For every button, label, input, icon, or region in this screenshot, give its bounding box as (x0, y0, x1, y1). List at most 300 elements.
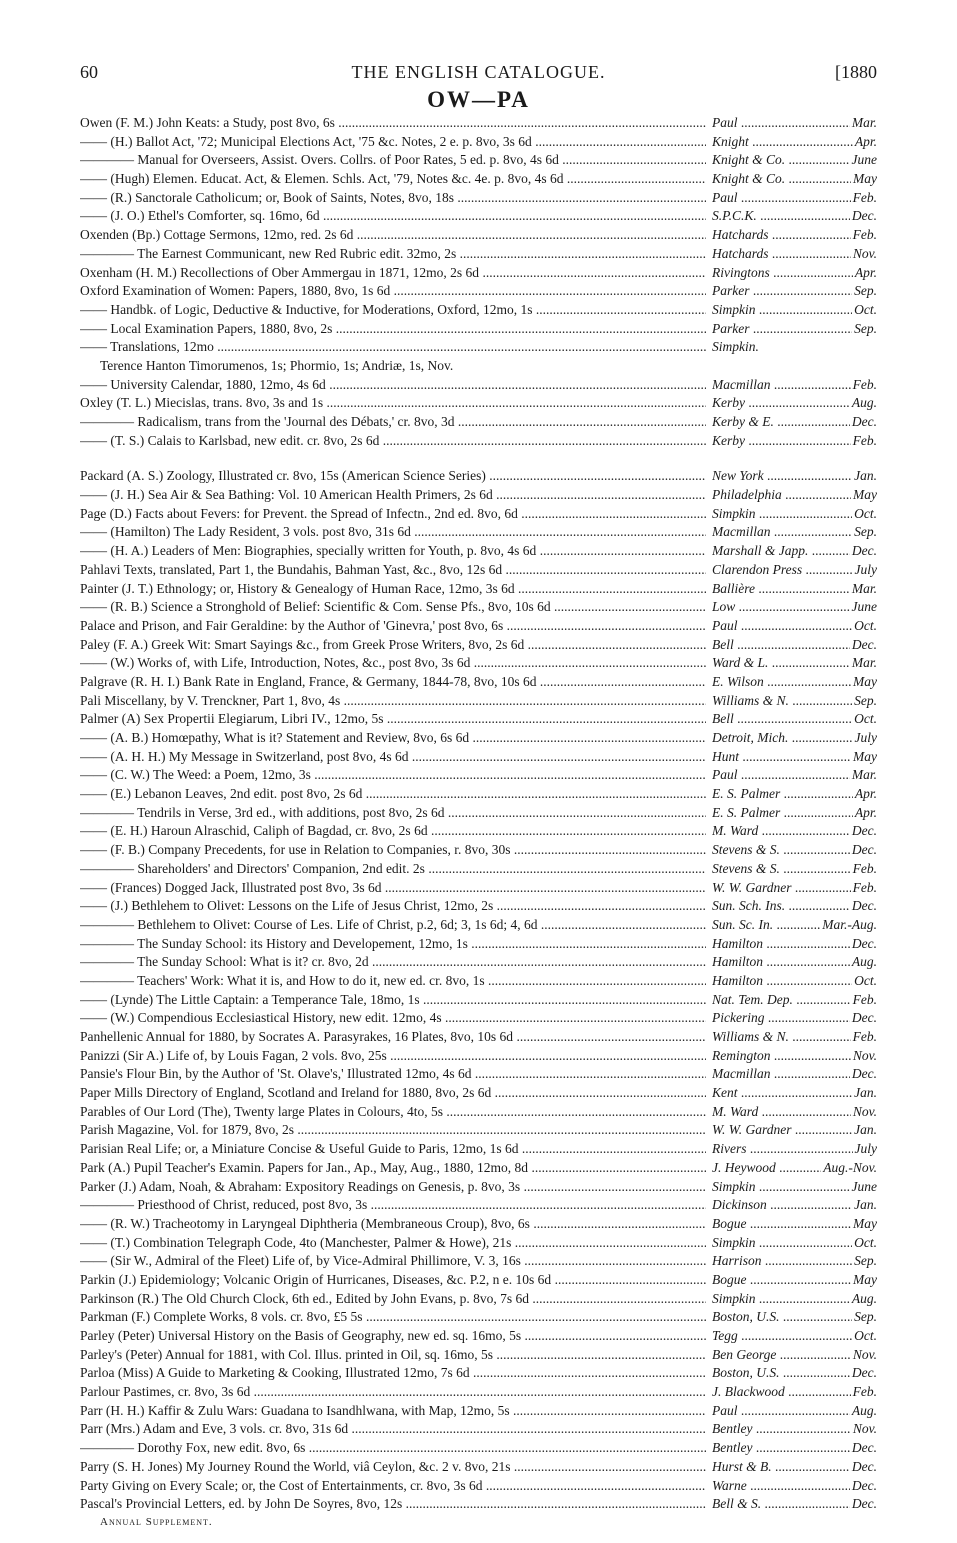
entry-title: —— (Sir W., Admiral of the Fleet) Life of, by Vice-Admiral Phillimore, V. 3, 16s ..... (80, 1252, 706, 1271)
entry-month: July (853, 1140, 878, 1159)
entry-month: Oct. (852, 617, 877, 636)
entry-title: ———— Radicalism, trans from the 'Journal des Débats,' cr. 8vo, 3d ..... (80, 413, 706, 432)
entry-publisher: Paul ..... (712, 115, 877, 130)
entry-publisher-block (712, 785, 877, 804)
catalogue-entry (80, 338, 877, 357)
entry-month: Aug. (850, 1402, 877, 1421)
entry-publisher-block (712, 1028, 877, 1047)
entry-month: Feb. (851, 376, 877, 395)
entry-publisher: J. Heywood ..... (712, 1160, 877, 1175)
entry-publisher-block (712, 748, 877, 767)
entry-publisher: Hamilton ..... (712, 936, 877, 951)
entry-month: Aug. (850, 953, 877, 972)
catalogue-entry (80, 1178, 877, 1197)
entry-title: —— University Calendar, 1880, 12mo, 4s 6d ..... (80, 376, 706, 395)
entry-title: —— (Hugh) Elemen. Educat. Act, & Elemen. Schls. Act, '79, Notes &c. 4e. p. 8vo, 4s 6d ..... (80, 170, 706, 189)
entry-title: —— (J. H.) Sea Air & Sea Bathing: Vol. 10 American Health Primers, 2s 6d ..... (80, 486, 706, 505)
entry-title: Owen (F. M.) John Keats: a Study, post 8vo, 6s ..... (80, 114, 706, 133)
entry-publisher-block (712, 1159, 877, 1178)
entry-publisher: Bogue ..... (712, 1216, 877, 1231)
entry-publisher-block (712, 953, 877, 972)
entry-title: ———— Manual for Overseers, Assist. Overs. Collrs. of Poor Rates, 5 ed. p. 8vo, 4s 6d ..... (80, 151, 706, 170)
entry-publisher-block (712, 1420, 877, 1439)
entry-month: Oct. (852, 1234, 877, 1253)
entry-month: Apr. (853, 264, 877, 283)
entry-publisher-block (712, 617, 877, 636)
catalogue-entry (80, 897, 877, 916)
catalogue-entry (80, 561, 877, 580)
entry-month: May (851, 486, 877, 505)
entry-title: Parkin (J.) Epidemiology; Volcanic Origin of Hurricanes, Diseases, &c. P.2, n e. 10s 6d ..... (80, 1271, 706, 1290)
entry-publisher-block (712, 1308, 877, 1327)
entry-publisher: S.P.C.K. ..... (712, 208, 877, 223)
page-header (80, 60, 877, 86)
entry-publisher-block (712, 264, 877, 283)
entry-publisher: Harrison ..... (712, 1253, 877, 1268)
catalogue-entry (80, 822, 877, 841)
entry-publisher: Paul ..... (712, 190, 877, 205)
catalogue-entry (80, 1047, 877, 1066)
entry-month: Jan. (852, 1084, 877, 1103)
entry-title: Oxenden (Bp.) Cottage Sermons, 12mo, red. 2s 6d ..... (80, 226, 706, 245)
entry-title: Page (D.) Facts about Fevers: for Prevent. the Spread of Infectn., 2nd ed. 8vo, 6d ..... (80, 505, 706, 524)
entry-month: Dec. (850, 1009, 877, 1028)
entry-publisher: M. Ward ..... (712, 1104, 877, 1119)
entry-month: Dec. (850, 1495, 877, 1514)
catalogue-entry (80, 972, 877, 991)
entry-title: —— (A. B.) Homœpathy, What is it? Statement and Review, 8vo, 6s 6d ..... (80, 729, 706, 748)
catalogue-entry (80, 432, 877, 451)
entry-publisher: Boston, U.S. ..... (712, 1309, 877, 1324)
entry-month: Dec. (850, 1065, 877, 1084)
catalogue-entry (80, 1103, 877, 1122)
entry-publisher: Kerby ..... (712, 433, 877, 448)
entry-publisher-block (712, 561, 877, 580)
entry-publisher: Clarendon Press ..... (712, 562, 877, 577)
catalogue-entry (80, 785, 877, 804)
entry-publisher: Kent ..... (712, 1085, 877, 1100)
entry-publisher-block (712, 170, 877, 189)
entry-publisher-block (712, 133, 877, 152)
entry-month: Sep. (852, 282, 877, 301)
entry-month: Feb. (851, 1383, 877, 1402)
catalogue-entry (80, 1252, 877, 1271)
catalogue-entry (80, 413, 877, 432)
entry-title: Palgrave (R. H. I.) Bank Rate in England, France, & Germany, 1844-78, 8vo, 10s 6d ..... (80, 673, 706, 692)
entry-title: —— (R. W.) Tracheotomy in Laryngeal Diphtheria (Membraneous Croup), 8vo, 6s ..... (80, 1215, 706, 1234)
entry-title: —— (R. B.) Science a Stronghold of Belief: Scientific & Com. Sense Pfs., 8vo, 10s 6d ..... (80, 598, 706, 617)
entry-title: ———— Priesthood of Christ, reduced, post 8vo, 3s ..... (80, 1196, 706, 1215)
entry-month: Dec. (850, 1364, 877, 1383)
entry-month: Feb. (851, 432, 877, 451)
entry-publisher-block (712, 245, 877, 264)
entry-publisher: Hunt ..... (712, 749, 877, 764)
entry-publisher-block (712, 542, 877, 561)
entry-publisher-block (712, 1439, 877, 1458)
entry-publisher: J. Blackwood ..... (712, 1384, 877, 1399)
entry-month: Dec. (850, 935, 877, 954)
catalogue-entry (80, 1290, 877, 1309)
entry-publisher: Bentley ..... (712, 1440, 877, 1455)
year-marker: [1880 (835, 62, 877, 82)
entry-month: Sep. (852, 1252, 877, 1271)
entry-title: Oxenham (H. M.) Recollections of Ober Ammergau in 1871, 12mo, 2s 6d ..... (80, 264, 706, 283)
entry-publisher: Simpkin. (712, 339, 759, 355)
entry-publisher-block (712, 580, 877, 599)
entry-month: Mar. (850, 654, 877, 673)
entry-publisher: W. W. Gardner ..... (712, 880, 877, 895)
entry-publisher-block (712, 320, 877, 339)
catalogue-entry (80, 1159, 877, 1178)
entry-month: June (850, 1178, 877, 1197)
entry-title: —— Handbk. of Logic, Deductive & Inductive, for Moderations, Oxford, 12mo, 1s ..... (80, 301, 706, 320)
entry-publisher-block (712, 1495, 877, 1514)
entry-title: ———— The Earnest Communicant, new Red Rubric edit. 32mo, 2s ..... (80, 245, 706, 264)
section-heading: OW—PA (427, 87, 530, 112)
entry-publisher-block (712, 282, 877, 301)
entry-publisher: Simpkin ..... (712, 506, 877, 521)
entry-publisher: Paul ..... (712, 767, 877, 782)
entry-publisher: Knight & Co. ..... (712, 152, 877, 167)
entry-publisher-block (712, 486, 877, 505)
entry-publisher-block (712, 1346, 877, 1365)
entry-publisher-block (712, 1215, 877, 1234)
entry-publisher-block (712, 692, 877, 711)
entry-title: ———— The Sunday School: its History and Developement, 12mo, 1s ..... (80, 935, 706, 954)
entry-month: Feb. (851, 1028, 877, 1047)
catalogue-entry (80, 692, 877, 711)
catalogue-entry (80, 841, 877, 860)
entry-title: Parisian Real Life; or, a Miniature Concise & Useful Guide to Paris, 12mo, 1s 6d ..... (80, 1140, 706, 1159)
entry-publisher: Hamilton ..... (712, 954, 877, 969)
entry-title: ———— Shareholders' and Directors' Companion, 2nd edit. 2s ..... (80, 860, 706, 879)
entry-publisher: Nat. Tem. Dep. ..... (712, 992, 877, 1007)
entry-publisher-block (712, 114, 877, 133)
catalogue-entry (80, 114, 877, 133)
entry-publisher-block (712, 1383, 877, 1402)
entry-publisher-block (712, 1121, 877, 1140)
catalogue-entry (80, 207, 877, 226)
entry-publisher-block (712, 766, 877, 785)
catalogue-entry (80, 1308, 877, 1327)
entry-publisher-block (712, 207, 877, 226)
entry-month: Dec. (850, 1439, 877, 1458)
entry-publisher: Rivers ..... (712, 1141, 877, 1156)
entry-publisher: Dickinson ..... (712, 1197, 877, 1212)
entry-publisher: Macmillan ..... (712, 377, 877, 392)
entry-publisher-block (712, 1084, 877, 1103)
catalogue-entry (80, 1383, 877, 1402)
catalogue-entry (80, 394, 877, 413)
catalogue-entry (80, 376, 877, 395)
entry-title: —— (E. H.) Haroun Alraschid, Caliph of Bagdad, cr. 8vo, 2s 6d ..... (80, 822, 706, 841)
entry-month: Nov. (851, 1420, 877, 1439)
entry-publisher: E. Wilson ..... (712, 674, 877, 689)
entry-publisher-block (712, 1196, 877, 1215)
entry-publisher-block (712, 189, 877, 208)
entry-month: May (851, 748, 877, 767)
entry-month: Oct. (852, 1327, 877, 1346)
entry-title: Paper Mills Directory of England, Scotland and Ireland for 1880, 8vo, 2s 6d ..... (80, 1084, 706, 1103)
entry-publisher-block (712, 1290, 877, 1309)
entry-title: ———— Bethlehem to Olivet: Course of Les. Life of Christ, p.2, 6d; 3, 1s 6d; 4, 6d ..... (80, 916, 706, 935)
entry-month: Apr. (853, 133, 877, 152)
entry-publisher: Pickering ..... (712, 1010, 877, 1025)
entry-title: —— (E.) Lebanon Leaves, 2nd edit. post 8vo, 2s 6d ..... (80, 785, 706, 804)
entry-title: Parloa (Miss) A Guide to Marketing & Cooking, Illustrated 12mo, 7s 6d ..... (80, 1364, 706, 1383)
entry-publisher: Hatchards ..... (712, 227, 877, 242)
entry-title: Pahlavi Texts, translated, Part 1, the Bundahis, Bahman Yast, &c., 8vo, 12s 6d ..... (80, 561, 706, 580)
entry-publisher-block (712, 1252, 877, 1271)
catalogue-entry (80, 1327, 877, 1346)
entry-title: Terence Hanton Timorumenos, 1s; Phormio, 1s; Andriæ, 1s, Nov. (100, 357, 454, 373)
entry-publisher-block (712, 673, 877, 692)
entry-month: Dec. (850, 822, 877, 841)
entry-publisher: Paul ..... (712, 618, 877, 633)
entry-publisher: M. Ward ..... (712, 823, 877, 838)
entry-title: —— (C. W.) The Weed: a Poem, 12mo, 3s ..... (80, 766, 706, 785)
entry-title: Parlour Pastimes, cr. 8vo, 3s 6d ..... (80, 1383, 706, 1402)
catalogue-entry (80, 151, 877, 170)
entry-publisher-block (712, 1234, 877, 1253)
entry-publisher: Bell ..... (712, 711, 877, 726)
entry-title: Paley (F. A.) Greek Wit: Smart Sayings &c., from Greek Prose Writers, 8vo, 2s 6d ..... (80, 636, 706, 655)
entry-publisher: Hurst & B. ..... (712, 1459, 877, 1474)
entry-publisher-block (712, 1178, 877, 1197)
entry-month: June (850, 598, 877, 617)
entry-title: Parkman (F.) Complete Works, 8 vols. cr. 8vo, £5 5s ..... (80, 1308, 706, 1327)
catalogue-entry (80, 1028, 877, 1047)
entry-title: Pali Miscellany, by V. Trenckner, Part 1, 8vo, 4s ..... (80, 692, 706, 711)
entry-title: —— (Frances) Dogged Jack, Illustrated post 8vo, 3s 6d ..... (80, 879, 706, 898)
entry-title: —— (J. O.) Ethel's Comforter, sq. 16mo, 6d ..... (80, 207, 706, 226)
catalogue-entry (80, 133, 877, 152)
entry-month: Feb. (851, 879, 877, 898)
entry-month: Dec. (850, 1458, 877, 1477)
entry-month: Feb. (851, 189, 877, 208)
entry-title: Parr (Mrs.) Adam and Eve, 3 vols. cr. 8vo, 31s 6d ..... (80, 1420, 706, 1439)
catalogue-entry (80, 1196, 877, 1215)
entry-title: —— (Hamilton) The Lady Resident, 3 vols. post 8vo, 31s 6d ..... (80, 523, 706, 542)
catalogue-entry (80, 710, 877, 729)
entry-publisher-block (712, 376, 877, 395)
catalogue-entry (80, 1364, 877, 1383)
entry-month: Apr. (853, 804, 877, 823)
entry-publisher-block (712, 710, 877, 729)
entry-month: Sep. (852, 1308, 877, 1327)
entry-publisher-block (712, 1477, 877, 1496)
catalogue-entries (80, 114, 877, 1514)
entry-title: —— (J.) Bethlehem to Olivet: Lessons on the Life of Jesus Christ, 12mo, 2s ..... (80, 897, 706, 916)
entry-title: —— (T.) Combination Telegraph Code, 4to (Manchester, Palmer & Howe), 21s ..... (80, 1234, 706, 1253)
catalogue-entry (80, 357, 877, 376)
catalogue-entry (80, 879, 877, 898)
entry-publisher: Ballière ..... (712, 581, 877, 596)
catalogue-entry (80, 467, 877, 486)
entry-title: Party Giving on Every Scale; or, the Cost of Entertainments, cr. 8vo, 3s 6d ..... (80, 1477, 706, 1496)
entry-title: —— (Lynde) The Little Captain: a Temperance Tale, 18mo, 1s ..... (80, 991, 706, 1010)
entry-publisher: New York ..... (712, 468, 877, 483)
catalogue-entry (80, 580, 877, 599)
entry-publisher-block (712, 729, 877, 748)
entry-publisher: Stevens & S. ..... (712, 861, 877, 876)
catalogue-entry (80, 1009, 877, 1028)
entry-publisher-block (712, 1271, 877, 1290)
entry-publisher: Bell ..... (712, 637, 877, 652)
entry-publisher: Marshall & Japp. ..... (712, 543, 877, 558)
catalogue-entry (80, 505, 877, 524)
entry-month: Dec. (850, 897, 877, 916)
entry-title: Parley's (Peter) Annual for 1881, with Col. Illus. printed in Oil, sq. 16mo, 5s ..... (80, 1346, 706, 1365)
catalogue-entry (80, 804, 877, 823)
catalogue-entry (80, 1439, 877, 1458)
entry-publisher-block (712, 505, 877, 524)
entry-month: Mar.-Aug. (820, 916, 877, 935)
entry-month: Sep. (852, 523, 877, 542)
entry-month: Mar. (850, 580, 877, 599)
entry-publisher-block (712, 598, 877, 617)
catalogue-entry (80, 598, 877, 617)
entry-month: Jan. (852, 467, 877, 486)
catalogue-entry (80, 301, 877, 320)
entry-publisher-block (712, 467, 877, 486)
catalogue-entry (80, 170, 877, 189)
catalogue-entry (80, 1420, 877, 1439)
entry-publisher: Bogue ..... (712, 1272, 877, 1287)
catalogue-entry (80, 1495, 877, 1514)
entry-publisher-block (712, 413, 877, 432)
catalogue-entry (80, 991, 877, 1010)
catalogue-entry (80, 1234, 877, 1253)
entry-month: Oct. (852, 710, 877, 729)
entry-title: Palace and Prison, and Fair Geraldine: by the Author of 'Ginevra,' post 8vo, 6s ..... (80, 617, 706, 636)
entry-publisher: Kerby & E. ..... (712, 414, 877, 429)
entry-title: —— (W.) Compendious Ecclesiastical History, new edit. 12mo, 4s ..... (80, 1009, 706, 1028)
entry-title: Parley (Peter) Universal History on the Basis of Geography, new ed. sq. 16mo, 5s ..... (80, 1327, 706, 1346)
entry-publisher: Ward & L. ..... (712, 655, 877, 670)
catalogue-entry (80, 1402, 877, 1421)
entry-title: Parr (H. H.) Kaffir & Zulu Wars: Guadana to Isandhlwana, with Map, 12mo, 5s ..... (80, 1402, 706, 1421)
entry-month: Feb. (851, 226, 877, 245)
entry-publisher: E. S. Palmer ..... (712, 805, 877, 820)
entry-month: Mar. (850, 766, 877, 785)
entry-month: Dec. (850, 207, 877, 226)
entry-month: Dec. (850, 413, 877, 432)
entry-publisher: Williams & N. ..... (712, 1029, 877, 1044)
catalogue-entry (80, 935, 877, 954)
catalogue-entry (80, 1065, 877, 1084)
entry-publisher: Hatchards ..... (712, 246, 877, 261)
catalogue-entry (80, 486, 877, 505)
entry-month: Aug.-Nov. (821, 1159, 877, 1178)
entry-title: Pansie's Flour Bin, by the Author of 'St. Olave's,' Illustrated 12mo, 4s 6d ..... (80, 1065, 706, 1084)
entry-month: Mar. (850, 114, 877, 133)
entry-publisher-block (712, 1140, 877, 1159)
entry-publisher: Stevens & S. ..... (712, 842, 877, 857)
entry-month: Nov. (851, 1047, 877, 1066)
entry-publisher-block (712, 935, 877, 954)
entry-publisher-block (712, 897, 877, 916)
entry-title: Parables of Our Lord (The), Twenty large Plates in Colours, 4to, 5s ..... (80, 1103, 706, 1122)
entry-publisher: Low ..... (712, 599, 877, 614)
catalogue-entry (80, 1271, 877, 1290)
entry-month: Sep. (852, 320, 877, 339)
entry-publisher-block (712, 916, 877, 935)
entry-month: Nov. (851, 1346, 877, 1365)
entry-publisher-block (712, 804, 877, 823)
entry-publisher: Tegg ..... (712, 1328, 877, 1343)
catalogue-page (80, 60, 877, 1528)
entry-month: Dec. (850, 542, 877, 561)
catalogue-entry (80, 320, 877, 339)
entry-publisher: Simpkin ..... (712, 302, 877, 317)
entry-publisher-block (712, 523, 877, 542)
entry-publisher-block (712, 636, 877, 655)
catalogue-entry (80, 617, 877, 636)
entry-title: Parry (S. H. Jones) My Journey Round the World, viâ Ceylon, &c. 2 v. 8vo, 21s ..... (80, 1458, 706, 1477)
entry-month: Jan. (852, 1121, 877, 1140)
entry-title: —— Translations, 12mo ..... (80, 338, 706, 357)
entry-month: Oct. (852, 301, 877, 320)
entry-title: ———— Dorothy Fox, new edit. 8vo, 6s ..... (80, 1439, 706, 1458)
catalogue-entry (80, 916, 877, 935)
entry-publisher-block (712, 841, 877, 860)
catalogue-entry (80, 264, 877, 283)
entry-publisher: Simpkin ..... (712, 1235, 877, 1250)
entry-publisher-block (712, 394, 877, 413)
entry-title: —— (A. H. H.) My Message in Switzerland, post 8vo, 4s 6d ..... (80, 748, 706, 767)
entry-month: July (853, 729, 878, 748)
entry-publisher-block (712, 432, 877, 451)
entry-title: —— (R.) Sanctorale Catholicum; or, Book of Saints, Notes, 8vo, 18s ..... (80, 189, 706, 208)
entry-publisher: Parker ..... (712, 283, 877, 298)
entry-title: Parish Magazine, Vol. for 1879, 8vo, 2s ..... (80, 1121, 706, 1140)
catalogue-entry (80, 1477, 877, 1496)
entry-month: Dec. (850, 1477, 877, 1496)
entry-publisher: Simpkin ..... (712, 1291, 877, 1306)
catalogue-entry (80, 245, 877, 264)
entry-publisher-block (712, 1327, 877, 1346)
entry-title: ———— The Sunday School: What is it? cr. 8vo, 2d ..... (80, 953, 706, 972)
entry-publisher-block (712, 972, 877, 991)
entry-publisher-block (712, 991, 877, 1010)
entry-month: Apr. (853, 785, 877, 804)
entry-title: Painter (J. T.) Ethnology; or, History & Genealogy of Human Race, 12mo, 3s 6d ..... (80, 580, 706, 599)
entry-title: ———— Teachers' Work: What it is, and How to do it, new ed. cr. 8vo, 1s ..... (80, 972, 706, 991)
entry-publisher-block (712, 151, 877, 170)
catalogue-entry (80, 542, 877, 561)
entry-title: —— (F. B.) Company Precedents, for use in Relation to Companies, r. 8vo, 30s ..... (80, 841, 706, 860)
entry-month: May (851, 1271, 877, 1290)
entry-publisher-block (712, 1009, 877, 1028)
catalogue-entry (80, 226, 877, 245)
entry-month: Oct. (852, 505, 877, 524)
entry-publisher-block (712, 1065, 877, 1084)
entry-month: July (853, 561, 878, 580)
entry-title: Park (A.) Pupil Teacher's Examin. Papers for Jan., Ap., May, Aug., 1880, 12mo, 8d ..... (80, 1159, 706, 1178)
entry-publisher-block (712, 1364, 877, 1383)
entry-month: May (851, 170, 877, 189)
entry-title: —— (H.) Ballot Act, '72; Municipal Elections Act, '75 &c. Notes, 2 e. p. 8vo, 3s 6d ..... (80, 133, 706, 152)
entry-month: Dec. (850, 841, 877, 860)
entry-publisher-block (712, 1402, 877, 1421)
entry-publisher: E. S. Palmer ..... (712, 786, 877, 801)
entry-month: Nov. (851, 1103, 877, 1122)
catalogue-entry (80, 1346, 877, 1365)
entry-month: May (851, 673, 877, 692)
entry-publisher: Detroit, Mich. ..... (712, 730, 877, 745)
catalogue-entry (80, 766, 877, 785)
